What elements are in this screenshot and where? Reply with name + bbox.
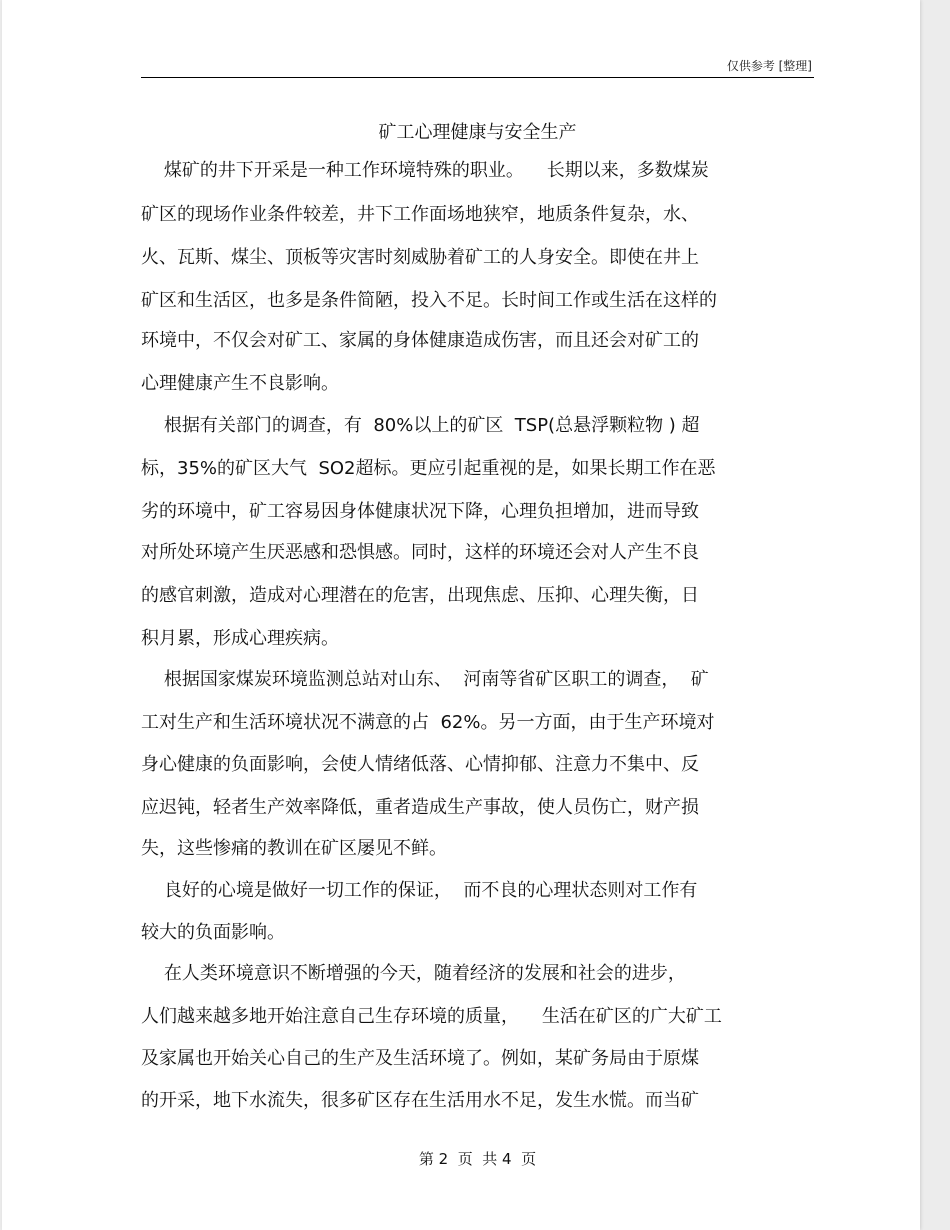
text-line: 应迟钝，轻者生产效率降低，重者造成生产事故，使人员伤亡，财产损 (141, 797, 699, 818)
text-line: 人们越来越多地开始注意自己生存环境的质量， 生活在矿区的广大矿工 (141, 1006, 722, 1027)
text-line: 良好的心境是做好一切工作的保证， 而不良的心理状态则对工作有 (141, 880, 698, 901)
page-footer: 第 2 页 共 4 页 (418, 1150, 537, 1168)
header-text: 仅供参考 [整理] (726, 59, 812, 73)
text-line: 环境中，不仅会对矿工、家属的身体健康造成伤害，而且还会对矿工的 (141, 330, 699, 351)
document-title: 矿工心理健康与安全生产 (378, 122, 577, 143)
text-line: 矿区和生活区，也多是条件简陋，投入不足。长时间工作或生活在这样的 (141, 290, 717, 311)
text-line: 积月累，形成心理疾病。 (141, 628, 339, 649)
text-line: 较大的负面影响。 (141, 922, 285, 943)
text-line: 对所处环境产生厌恶感和恐惧感。同时，这样的环境还会对人产生不良 (141, 542, 699, 563)
text-line: 的开采，地下水流失，很多矿区存在生活用水不足，发生水慌。而当矿 (141, 1090, 699, 1111)
text-line: 工对生产和生活环境状况不满意的占 62%。另一方面，由于生产环境对 (141, 712, 715, 733)
document-page (2, 0, 920, 1230)
text-line: 火、瓦斯、煤尘、顶板等灾害时刻威胁着矿工的人身安全。即使在井上 (141, 247, 699, 268)
text-line: 标，35%的矿区大气 SO2超标。更应引起重视的是，如果长期工作在恶 (141, 458, 716, 479)
text-line: 煤矿的井下开采是一种工作环境特殊的职业。 长期以来，多数煤炭 (141, 160, 709, 181)
text-line: 矿区的现场作业条件较差，井下工作面场地狭窄，地质条件复杂，水、 (141, 204, 699, 225)
text-line: 在人类环境意识不断增强的今天，随着经济的发展和社会的进步， (141, 963, 686, 984)
page-header (141, 57, 814, 78)
text-line: 心理健康产生不良影响。 (141, 373, 339, 394)
text-line: 根据有关部门的调查，有 80%以上的矿区 TSP(总悬浮颗粒物 ) 超 (141, 415, 700, 436)
text-line: 劣的环境中，矿工容易因身体健康状况下降，心理负担增加，进而导致 (141, 501, 699, 522)
text-line: 及家属也开始关心自己的生产及生活环境了。例如，某矿务局由于原煤 (141, 1048, 699, 1069)
text-line: 身心健康的负面影响，会使人情绪低落、心情抑郁、注意力不集中、反 (141, 754, 699, 775)
text-line: 失，这些惨痛的教训在矿区屡见不鲜。 (141, 838, 447, 859)
text-line: 根据国家煤炭环境监测总站对山东、 河南等省矿区职工的调查， 矿 (141, 669, 709, 690)
text-line: 的感官刺激，造成对心理潜在的危害，出现焦虑、压抑、心理失衡，日 (141, 585, 699, 606)
